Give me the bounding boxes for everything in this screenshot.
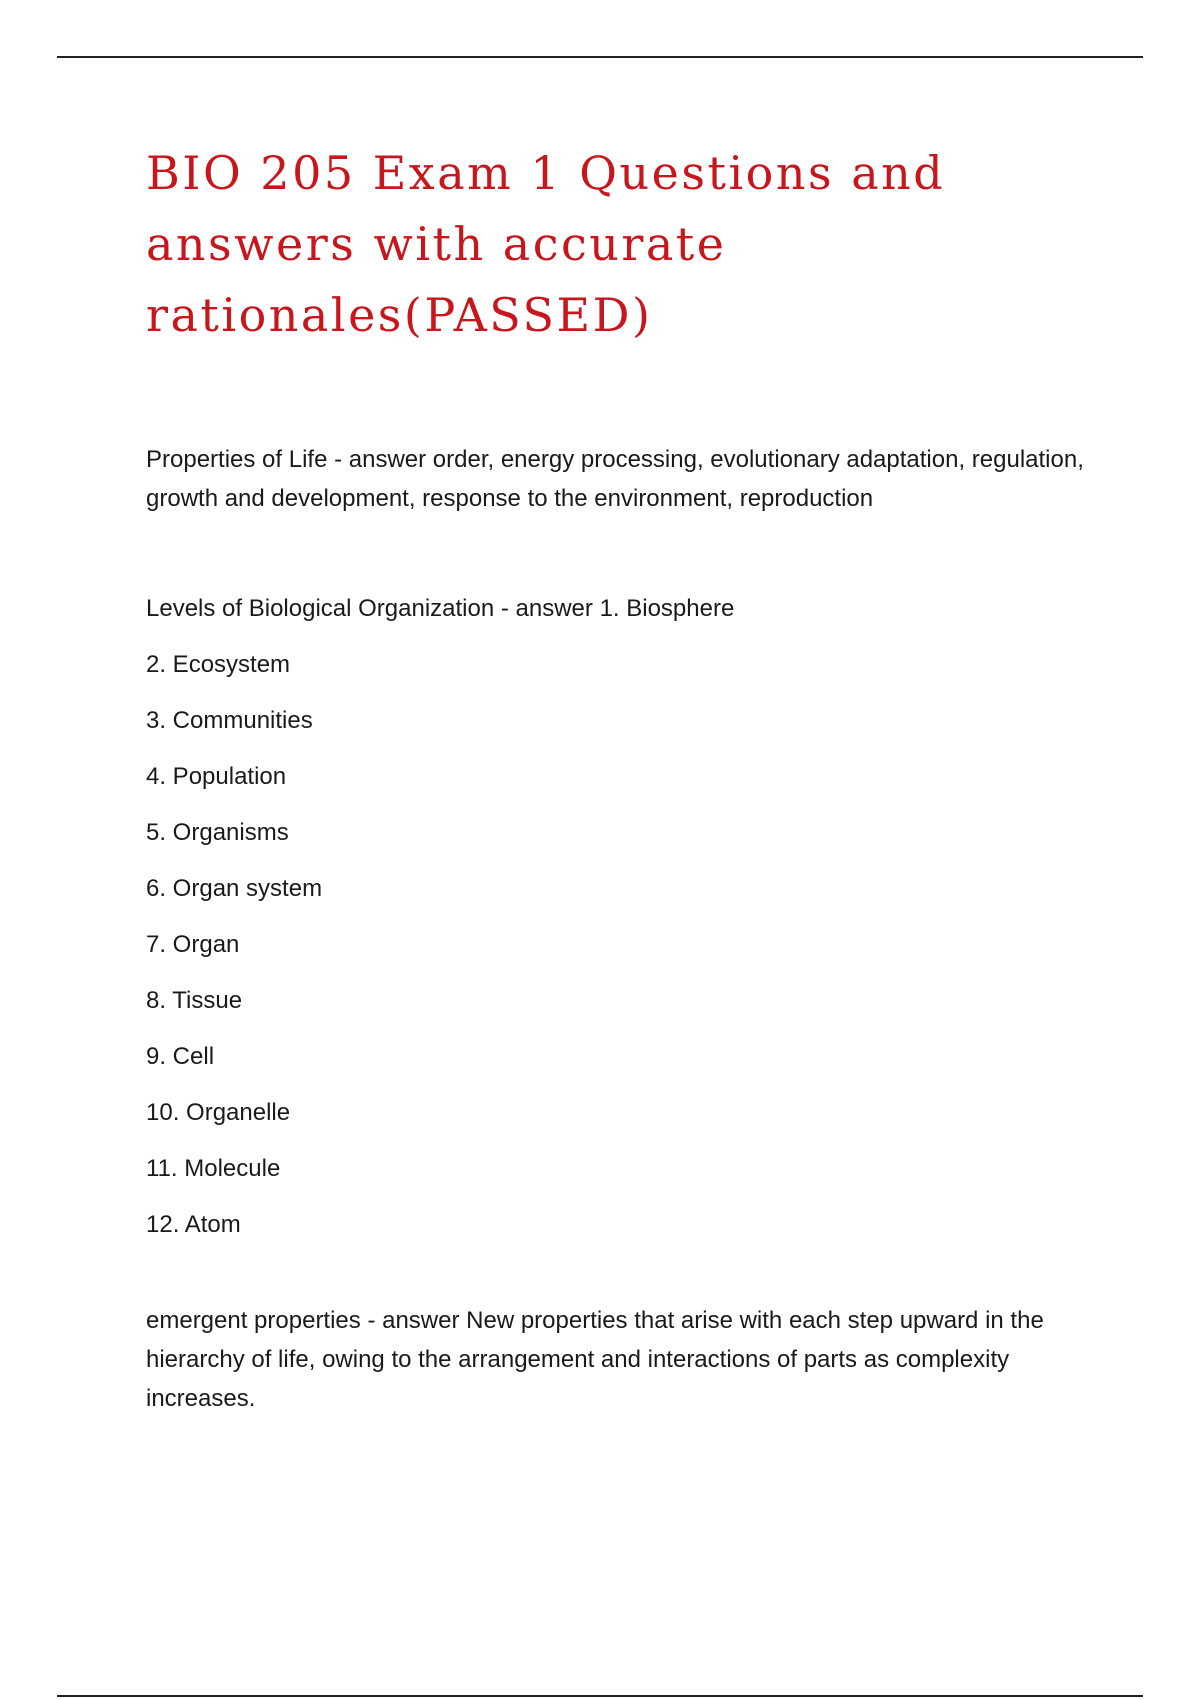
qa-emergent-properties: emergent properties - answer New properties that arise with each step upward in the hierarchy of life, owing to the arrangement and interactions of parts as complexity increases.	[146, 1307, 1044, 1412]
qa-properties-of-life: Properties of Life - answer order, energy processing, evolutionary adaptation, regulation, growth and development, response to the environment, reproduction	[146, 446, 1084, 512]
list-item: 10. Organelle	[146, 1099, 291, 1126]
list-item: 5. Organisms	[146, 819, 289, 846]
footer-rule	[57, 1695, 1143, 1697]
qa-levels-intro: Levels of Biological Organization - answer 1. Biosphere	[146, 595, 735, 622]
list-item: 11. Molecule	[146, 1155, 281, 1182]
list-item: 6. Organ system	[146, 875, 323, 902]
document-body	[146, 138, 1106, 1418]
header-rule	[57, 56, 1143, 58]
list-item: 12. Atom	[146, 1211, 241, 1238]
list-item: 2. Ecosystem	[146, 651, 291, 678]
list-item: 9. Cell	[146, 1043, 215, 1070]
list-item: 8. Tissue	[146, 987, 243, 1014]
list-item: 4. Population	[146, 763, 287, 790]
list-item: 3. Communities	[146, 707, 313, 734]
document-title: BIO 205 Exam 1 Questions and answers with accurate rationales(PASSED)	[146, 146, 946, 342]
levels-list	[146, 645, 1106, 1244]
list-item: 7. Organ	[146, 931, 240, 958]
